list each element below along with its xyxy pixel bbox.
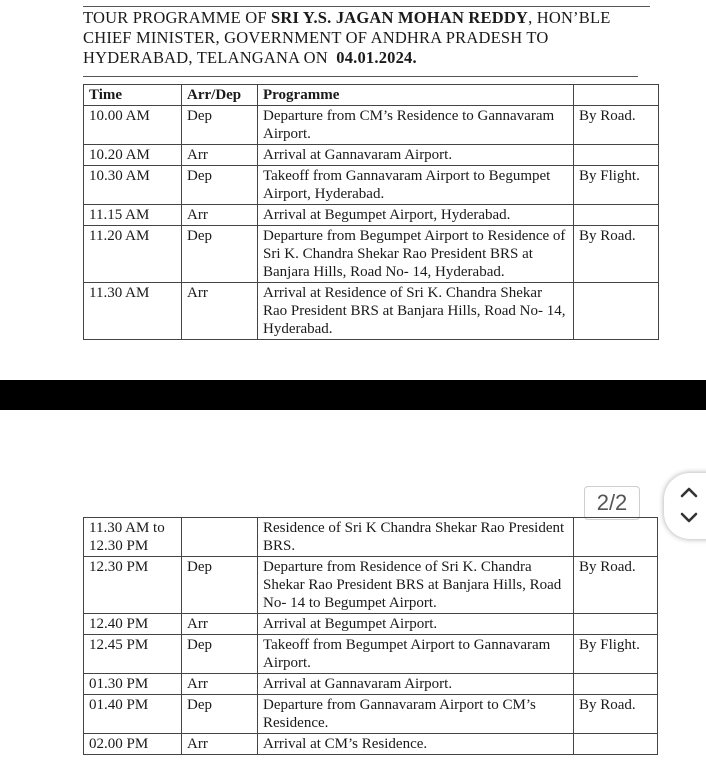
cell-arr-dep: Dep [182, 635, 258, 674]
cell-mode [574, 283, 659, 340]
cell-programme: Departure from CM’s Residence to Gannavaram Airport. [258, 106, 574, 145]
header-time: Time [84, 85, 182, 106]
table-row [84, 283, 659, 340]
cell-time: 02.00 PM [84, 734, 182, 755]
cell-time: 11.30 AM [84, 283, 182, 340]
page-nav-control [664, 473, 706, 539]
header-arr-dep: Arr/Dep [182, 85, 258, 106]
cell-programme: Departure from Gannavaram Airport to CM’s Residence. [258, 695, 574, 734]
schedule-table-2 [83, 517, 658, 755]
table-row [84, 205, 659, 226]
cell-time: 11.20 AM [84, 226, 182, 283]
table-row [84, 166, 659, 205]
schedule-2-body [84, 518, 658, 755]
cell-mode [574, 145, 659, 166]
cell-arr-dep: Dep [182, 226, 258, 283]
heading-line-1: TOUR PROGRAMME OF SRI Y.S. JAGAN MOHAN REDDY, HON’BLE [83, 8, 611, 27]
cell-time: 10.00 AM [84, 106, 182, 145]
cell-programme: Arrival at Begumpet Airport. [258, 614, 574, 635]
cell-mode: By Road. [574, 557, 658, 614]
cell-programme: Arrival at CM’s Residence. [258, 734, 574, 755]
cell-time: 11.15 AM [84, 205, 182, 226]
table-row [84, 106, 659, 145]
table-row [84, 226, 659, 283]
cell-mode [574, 734, 658, 755]
table-row [84, 145, 659, 166]
cell-programme: Takeoff from Begumpet Airport to Gannavaram Airport. [258, 635, 574, 674]
table-row [84, 518, 658, 557]
table-row [84, 674, 658, 695]
chevron-up-icon[interactable] [679, 485, 699, 499]
cell-arr-dep: Arr [182, 734, 258, 755]
page-one [0, 0, 706, 380]
table-row [84, 734, 658, 755]
table-row [84, 635, 658, 674]
cell-programme: Departure from Begumpet Airport to Residence of Sri K. Chandra Shekar Rao President BRS at Banjara Hills, Road No- 14, Hyderabad. [258, 226, 574, 283]
chevron-down-icon[interactable] [679, 511, 699, 525]
cell-arr-dep: Dep [182, 557, 258, 614]
cell-mode: By Flight. [574, 166, 659, 205]
schedule-table-1 [83, 84, 659, 340]
cell-time: 10.30 AM [84, 166, 182, 205]
cell-mode [574, 674, 658, 695]
cell-arr-dep: Arr [182, 205, 258, 226]
cell-time: 12.30 PM [84, 557, 182, 614]
cell-arr-dep: Dep [182, 695, 258, 734]
cell-time: 12.40 PM [84, 614, 182, 635]
cell-mode: By Road. [574, 226, 659, 283]
cell-arr-dep: Arr [182, 614, 258, 635]
top-rule [83, 6, 650, 7]
table-header-row [84, 85, 659, 106]
cell-arr-dep: Dep [182, 106, 258, 145]
cell-mode: By Flight. [574, 635, 658, 674]
cell-programme: Arrival at Residence of Sri K. Chandra Shekar Rao President BRS at Banjara Hills, Road No- 14, Hyderabad. [258, 283, 574, 340]
page-heading [83, 8, 683, 68]
cell-arr-dep: Arr [182, 145, 258, 166]
heading-line-2: CHIEF MINISTER, GOVERNMENT OF ANDHRA PRADESH TO [83, 28, 549, 47]
cell-arr-dep [182, 518, 258, 557]
table-row [84, 614, 658, 635]
header-programme: Programme [258, 85, 574, 106]
cell-time: 01.40 PM [84, 695, 182, 734]
table-row [84, 557, 658, 614]
cell-time: 10.20 AM [84, 145, 182, 166]
cell-mode [574, 205, 659, 226]
page-indicator: 2/2 [584, 486, 640, 520]
heading-name: SRI Y.S. JAGAN MOHAN REDDY [271, 8, 529, 27]
cell-arr-dep: Arr [182, 283, 258, 340]
cell-programme: Departure from Residence of Sri K. Chandra Shekar Rao President BRS at Banjara Hills, Road No- 14 to Begumpet Airport. [258, 557, 574, 614]
table-row [84, 695, 658, 734]
cell-programme: Arrival at Gannavaram Airport. [258, 674, 574, 695]
heading-date: 04.01.2024. [336, 48, 417, 67]
cell-time: 12.45 PM [84, 635, 182, 674]
cell-mode [574, 614, 658, 635]
schedule-1-body [84, 106, 659, 340]
header-mode [574, 85, 659, 106]
cell-programme: Arrival at Gannavaram Airport. [258, 145, 574, 166]
cell-programme: Arrival at Begumpet Airport, Hyderabad. [258, 205, 574, 226]
page-separator-band [0, 380, 706, 410]
cell-arr-dep: Dep [182, 166, 258, 205]
cell-time: 01.30 PM [84, 674, 182, 695]
cell-arr-dep: Arr [182, 674, 258, 695]
cell-mode: By Road. [574, 106, 659, 145]
heading-line-3: HYDERABAD, TELANGANA ON 04.01.2024. [83, 48, 417, 67]
cell-mode [574, 518, 658, 557]
heading-underline [83, 76, 638, 77]
cell-time: 11.30 AM to 12.30 PM [84, 518, 182, 557]
cell-mode: By Road. [574, 695, 658, 734]
cell-programme: Residence of Sri K Chandra Shekar Rao President BRS. [258, 518, 574, 557]
cell-programme: Takeoff from Gannavaram Airport to Begumpet Airport, Hyderabad. [258, 166, 574, 205]
